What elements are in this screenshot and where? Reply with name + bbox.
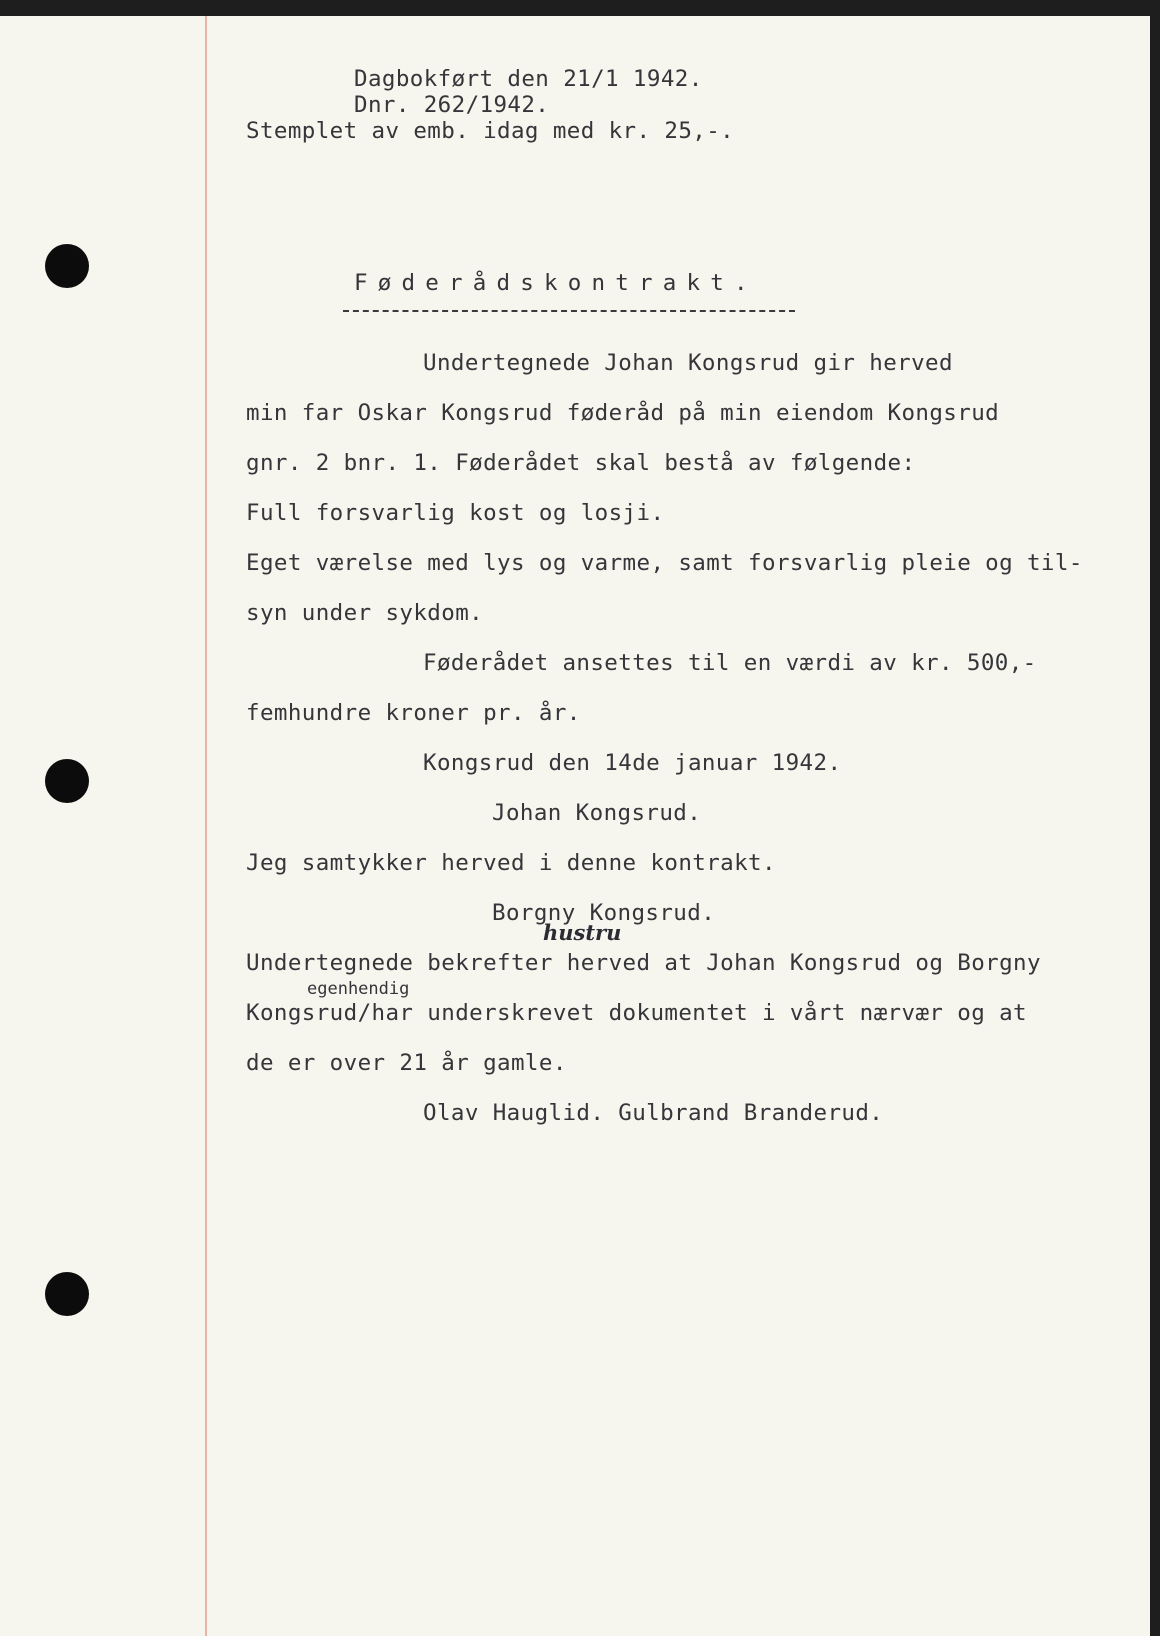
document-title: Føderådskontrakt. bbox=[354, 270, 758, 296]
body-line-2: min far Oskar Kongsrud føderåd på min eiendom Kongsrud bbox=[246, 400, 1000, 426]
body-line-1: Undertegnede Johan Kongsrud gir herved bbox=[423, 350, 953, 376]
journal-entry-line: Dagbokført den 21/1 1942. bbox=[354, 66, 703, 92]
title-underline bbox=[343, 310, 795, 312]
typed-insert: egenhendig bbox=[307, 979, 410, 999]
punch-hole-bottom bbox=[45, 1272, 89, 1316]
punch-hole-middle bbox=[45, 759, 89, 803]
document-page bbox=[0, 16, 1150, 1636]
margin-rule bbox=[205, 16, 207, 1636]
witness-line-2: Kongsrud/har underskrevet dokumentet i vårt nærvær og at bbox=[246, 1000, 1027, 1026]
body-line-4: Full forsvarlig kost og losji. bbox=[246, 500, 665, 526]
stamp-duty-line: Stemplet av emb. idag med kr. 25,-. bbox=[246, 118, 735, 144]
place-date-line: Kongsrud den 14de januar 1942. bbox=[423, 750, 842, 776]
witness-line-1: Undertegnede bekrefter herved at Johan Kongsrud og Borgny bbox=[246, 950, 1041, 976]
handwritten-insert: hustru bbox=[543, 920, 622, 945]
signature-johan: Johan Kongsrud. bbox=[492, 800, 702, 826]
punch-hole-top bbox=[45, 244, 89, 288]
body-line-5: Eget værelse med lys og varme, samt forsvarlig pleie og til- bbox=[246, 550, 1083, 576]
body-line-7: Føderådet ansettes til en værdi av kr. 500,- bbox=[423, 650, 1037, 676]
signature-borgny: Borgny Kongsrud. bbox=[492, 900, 716, 926]
body-line-3: gnr. 2 bnr. 1. Føderådet skal bestå av følgende: bbox=[246, 450, 916, 476]
consent-line: Jeg samtykker herved i denne kontrakt. bbox=[246, 850, 776, 876]
witness-line-3: de er over 21 år gamle. bbox=[246, 1050, 567, 1076]
body-line-8: femhundre kroner pr. år. bbox=[246, 700, 581, 726]
witness-signatures: Olav Hauglid. Gulbrand Branderud. bbox=[423, 1100, 884, 1126]
document-number-line: Dnr. 262/1942. bbox=[354, 92, 550, 118]
body-line-6: syn under sykdom. bbox=[246, 600, 484, 626]
